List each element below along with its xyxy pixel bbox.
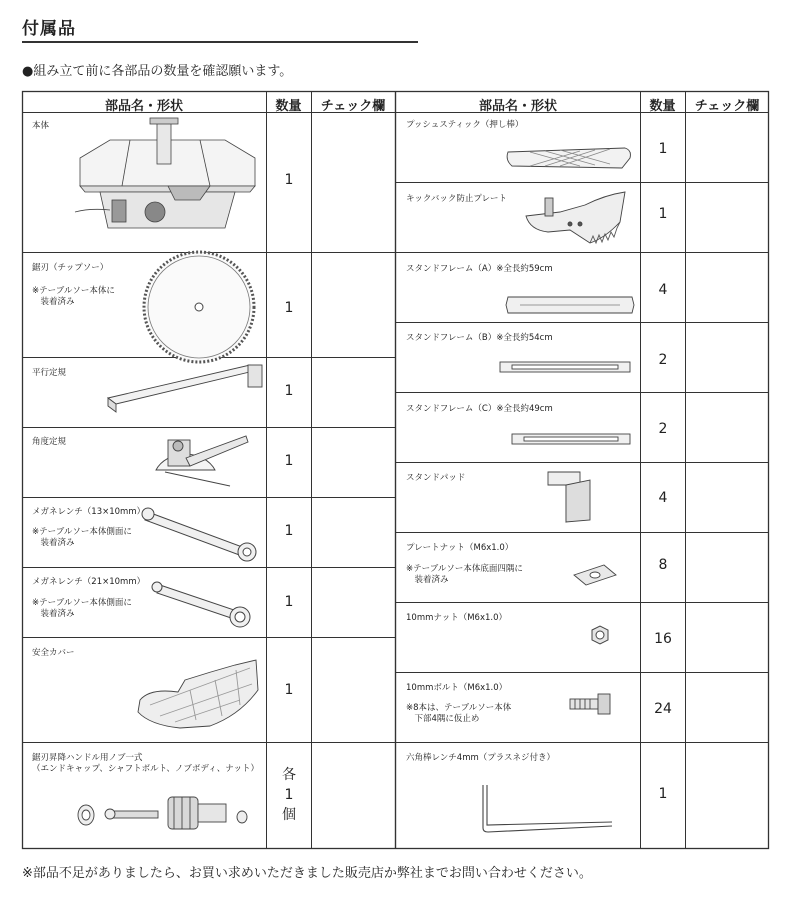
part-qty: 1 — [284, 594, 294, 610]
part-name: プッシュスティック（押し棒） — [406, 120, 524, 130]
header-qty-left: 数量 — [275, 99, 302, 114]
header-part-left: 部品名・形状 — [104, 99, 183, 114]
part-qty: 1 — [658, 206, 668, 222]
part-qty: 1 — [284, 453, 294, 469]
check-cell[interactable] — [686, 183, 768, 252]
part-qty: 24 — [654, 701, 672, 717]
miter-gauge-icon — [156, 436, 248, 486]
part-name: メガネレンチ（21×10mm） — [32, 577, 146, 587]
header-check-left: チェック欄 — [320, 99, 386, 114]
knob-set-icon — [78, 797, 247, 829]
check-cell[interactable] — [686, 463, 768, 532]
check-cell[interactable] — [686, 533, 768, 602]
part-qty: 4 — [658, 282, 668, 298]
part-qty: 1 — [658, 141, 668, 157]
check-cell[interactable] — [312, 113, 395, 252]
part-qty: 1 — [284, 682, 294, 698]
part-name: プレートナット（M6x1.0） — [406, 543, 514, 553]
frame-c-icon — [512, 434, 630, 444]
check-cell[interactable] — [686, 253, 768, 322]
part-note: ※テーブルソー本体に 装着済み — [32, 286, 115, 307]
check-cell[interactable] — [312, 743, 395, 848]
header-part-right: 部品名・形状 — [478, 99, 557, 114]
part-name: スタンドフレーム（C）※全長約49cm — [406, 404, 553, 414]
part-name: 10mmボルト（M6x1.0） — [406, 683, 508, 693]
check-cell[interactable] — [312, 428, 395, 497]
part-qty: 各 1 個 — [282, 767, 296, 823]
footnote: ※部品不足がありましたら、お買い求めいただきました販売店か弊社までお問い合わせください。 — [22, 866, 592, 881]
rip-fence-icon — [108, 365, 262, 412]
blade-guard-icon — [138, 660, 258, 728]
part-name: 10mmナット（M6x1.0） — [406, 613, 507, 623]
part-name: 六角棒レンチ4mm（プラスネジ付き） — [406, 753, 556, 763]
header-qty-right: 数量 — [649, 99, 676, 114]
part-qty: 1 — [284, 523, 294, 539]
part-qty: 1 — [284, 300, 294, 316]
check-cell[interactable] — [312, 498, 395, 567]
check-cell[interactable] — [312, 568, 395, 637]
part-name: 角度定規 — [32, 437, 67, 447]
part-qty: 1 — [658, 786, 668, 802]
check-cell[interactable] — [686, 743, 768, 848]
part-qty: 1 — [284, 383, 294, 399]
header-check-right: チェック欄 — [694, 99, 760, 114]
saw-blade-icon — [144, 252, 254, 362]
table-saw-icon — [75, 118, 255, 228]
check-cell[interactable] — [312, 253, 395, 357]
plate-nut-icon — [574, 565, 616, 585]
bolt-icon — [570, 694, 610, 714]
intro-text: ●組み立て前に各部品の数量を確認願います。 — [22, 64, 293, 79]
part-name: スタンドフレーム（A）※全長約59cm — [406, 264, 553, 274]
part-note: ※テーブルソー本体側面に 装着済み — [32, 598, 132, 619]
hex-key-icon — [483, 785, 612, 832]
part-name: 平行定規 — [32, 368, 67, 378]
part-qty: 8 — [658, 557, 668, 573]
part-note: ※8本は、テーブルソー本体 下部4隅に仮止め — [406, 703, 512, 724]
part-name: 鋸刃（チップソー） — [32, 263, 109, 273]
frame-b-icon — [500, 362, 630, 372]
part-name: メガネレンチ（13×10mm） — [32, 507, 146, 517]
part-note: ※テーブルソー本体側面に 装着済み — [32, 527, 132, 548]
part-qty: 2 — [658, 352, 668, 368]
hex-nut-icon — [592, 626, 608, 644]
check-cell[interactable] — [312, 638, 395, 742]
push-stick-icon — [507, 148, 630, 168]
anti-kickback-icon — [526, 192, 625, 243]
part-name: スタンドパッド — [406, 473, 466, 483]
part-note: （エンドキャップ、シャフトボルト、ノブボディ、ナット） — [32, 764, 260, 774]
part-name: キックバック防止プレート — [406, 194, 507, 204]
box-wrench-icon — [152, 582, 250, 627]
part-name: 本体 — [32, 121, 50, 131]
part-note: ※テーブルソー本体底面四隅に 装着済み — [406, 564, 523, 585]
part-name: スタンドフレーム（B）※全長約54cm — [406, 333, 553, 343]
stand-pad-icon — [548, 472, 590, 522]
part-qty: 1 — [284, 172, 294, 188]
box-wrench-icon — [142, 508, 256, 561]
part-name: 鋸刃昇降ハンドル用ノブ一式 — [32, 753, 143, 763]
part-qty: 16 — [654, 631, 672, 647]
check-cell[interactable] — [686, 113, 768, 182]
part-qty: 4 — [658, 490, 668, 506]
check-cell[interactable] — [686, 673, 768, 742]
check-cell[interactable] — [686, 393, 768, 462]
frame-a-icon — [506, 297, 634, 313]
check-cell[interactable] — [686, 323, 768, 392]
part-qty: 2 — [658, 421, 668, 437]
page-title: 付属品 — [22, 19, 76, 39]
check-cell[interactable] — [312, 358, 395, 427]
part-name: 安全カバー — [32, 648, 75, 658]
check-cell[interactable] — [686, 603, 768, 672]
